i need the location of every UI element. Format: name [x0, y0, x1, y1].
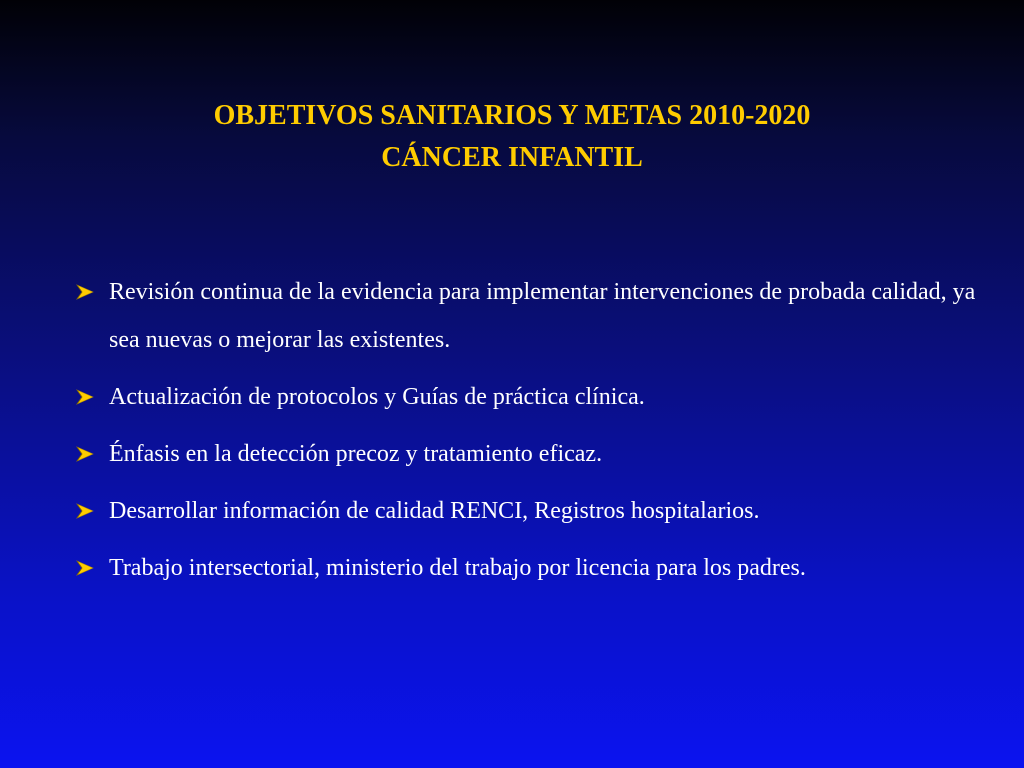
list-item — [76, 487, 976, 535]
bullet-list — [76, 268, 976, 601]
bullet-text: Desarrollar información de calidad RENCI, Registros hospitalarios. — [109, 498, 760, 524]
list-item — [76, 430, 976, 478]
bullet-text: Actualización de protocolos y Guías de práctica clínica. — [109, 384, 645, 410]
slide-title — [0, 95, 1024, 179]
list-item — [76, 544, 976, 592]
bullet-text: Énfasis en la detección precoz y tratamiento eficaz. — [109, 441, 603, 467]
arrowhead-bullet-icon — [76, 503, 94, 519]
arrowhead-bullet-icon — [76, 560, 94, 576]
arrowhead-bullet-icon — [76, 284, 94, 300]
title-line-2: CÁNCER INFANTIL — [381, 142, 643, 173]
title-line-1: OBJETIVOS SANITARIOS Y METAS 2010-2020 — [213, 100, 811, 131]
bullet-text: Trabajo intersectorial, ministerio del trabajo por licencia para los padres. — [109, 555, 806, 581]
bullet-text: Revisión continua de la evidencia para implementar intervenciones de probada calidad, ya sea nuevas o mejorar las existentes. — [109, 279, 976, 353]
list-item — [76, 373, 976, 421]
list-item — [76, 268, 976, 364]
arrowhead-bullet-icon — [76, 446, 94, 462]
arrowhead-bullet-icon — [76, 389, 94, 405]
